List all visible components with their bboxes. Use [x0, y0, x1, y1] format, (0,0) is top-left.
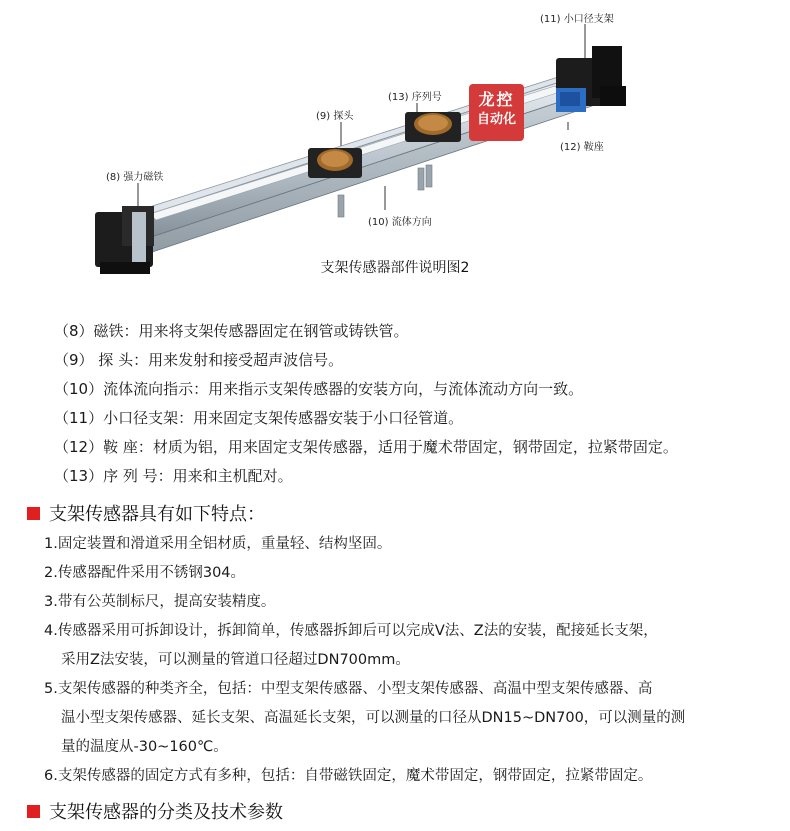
part-item: （10）流体流向指示：用来指示支架传感器的安装方向，与流体流动方向一致。 [54, 380, 584, 398]
feature-item [44, 559, 774, 588]
logo-line1: 龙控 [478, 90, 515, 109]
specs-heading-text: 支架传感器的分类及技术参数 [49, 802, 283, 823]
feature-text-cont: 温小型支架传感器、延长支架、高温延长支架，可以测量的口径从DN15~DN700，可以测量的测 [61, 710, 686, 726]
part-item: （11）小口径支架：用来固定支架传感器安装于小口径管道。 [54, 409, 464, 427]
feature-text: 固定装置和滑道采用全铝材质，重量轻、结构坚固。 [57, 536, 392, 552]
specs-heading [27, 798, 283, 824]
brand-logo [469, 84, 524, 141]
figure-caption: 支架传感器部件说明图2 [320, 260, 470, 276]
part-item: （12）鞍 座：材质为铝，用来固定支架传感器，适用于魔术带固定，钢带固定，拉紧带固定。 [54, 438, 678, 456]
features-list [44, 530, 774, 791]
feature-number: 1. [44, 536, 58, 552]
feature-item [44, 530, 774, 559]
feature-item [44, 588, 774, 617]
feature-number: 6. [44, 768, 58, 784]
product-figure [0, 0, 790, 300]
feature-item [44, 762, 774, 791]
feature-text-cont: 量的温度从-30~160℃。 [61, 739, 228, 755]
feature-text: 支架传感器的种类齐全，包括：中型支架传感器、小型支架传感器、高温中型支架传感器、高 [57, 681, 653, 697]
feature-item [44, 617, 774, 675]
callout-8: (8) 强力磁铁 [106, 172, 164, 183]
callout-13: (13) 序列号 [388, 92, 442, 103]
feature-number: 3. [44, 594, 58, 610]
feature-text: 带有公英制标尺，提高安装精度。 [57, 594, 276, 610]
callout-10: (10) 流体方向 [368, 217, 432, 228]
feature-item [44, 675, 774, 762]
part-item: （9） 探 头：用来发射和接受超声波信号。 [54, 351, 344, 369]
features-heading [27, 500, 265, 526]
part-item: （13）序 列 号：用来和主机配对。 [54, 467, 293, 485]
feature-text: 支架传感器的固定方式有多种，包括：自带磁铁固定，魔术带固定，钢带固定，拉紧带固定。 [57, 768, 653, 784]
callout-12: (12) 鞍座 [560, 142, 604, 153]
feature-number: 2. [44, 565, 58, 581]
logo-line2: 自动化 [476, 112, 516, 127]
red-square-bullet-icon [27, 507, 40, 520]
features-heading-text: 支架传感器具有如下特点： [49, 504, 265, 525]
parts-list [54, 317, 678, 491]
red-square-bullet-icon [27, 805, 40, 818]
feature-number: 5. [44, 681, 58, 697]
part-item: （8）磁铁：用来将支架传感器固定在钢管或铸铁管。 [54, 322, 409, 340]
feature-text-cont: 采用Z法安装，可以测量的管道口径超过DN700mm。 [61, 652, 410, 668]
callout-9: (9) 探头 [316, 111, 354, 122]
sensor-bracket-illustration [0, 0, 790, 300]
feature-text: 传感器采用可拆卸设计，拆卸简单，传感器拆卸后可以完成V法、Z法的安装，配接延长支架， [57, 623, 658, 639]
feature-text: 传感器配件采用不锈钢304。 [57, 565, 246, 581]
callout-11: (11) 小口径支架 [540, 14, 614, 25]
feature-number: 4. [44, 623, 58, 639]
